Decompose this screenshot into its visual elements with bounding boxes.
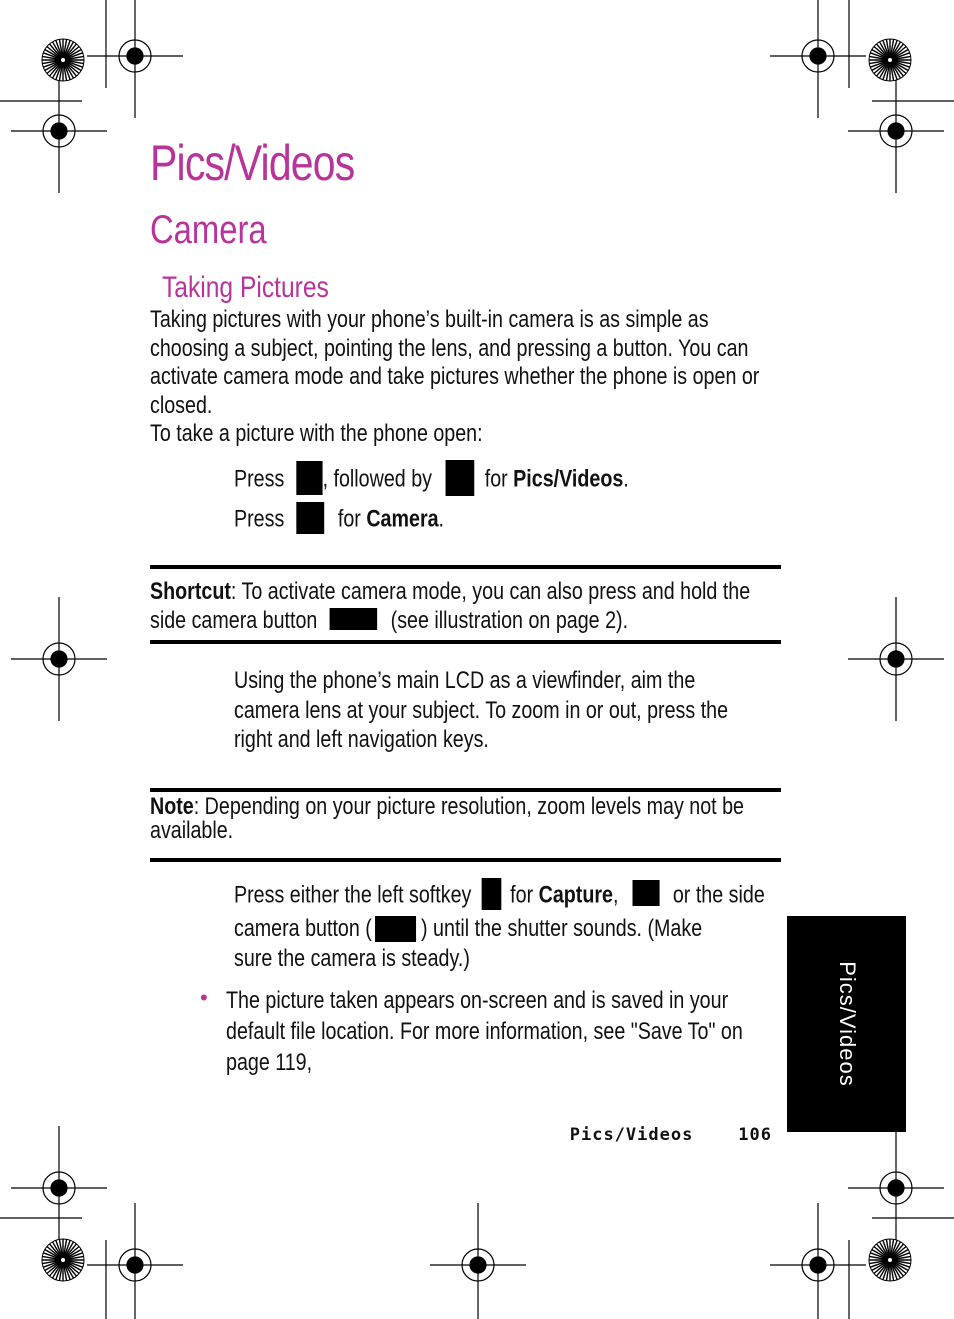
shortcut-text: side camera button: [150, 606, 318, 634]
step-4-text: camera button (: [234, 915, 372, 942]
registration-crosshair: [770, 1203, 866, 1319]
step-4-text: ) until the shutter sounds. (Make: [421, 915, 703, 942]
shortcut-top-rule: [150, 565, 781, 569]
chapter-side-tab-label: Pics/Videos: [834, 961, 860, 1087]
step-3-line: Using the phone’s main LCD as a viewfinder, aim the: [234, 667, 696, 694]
step-2-for: for: [337, 505, 361, 533]
bullet-line: The picture taken appears on-screen and is saved in your: [226, 987, 729, 1014]
shortcut-box: [150, 578, 882, 635]
number-key-icon: [296, 502, 324, 534]
registration-crosshair: [87, 1203, 183, 1319]
intro-line: Taking pictures with your phone’s built-in camera is as simple as: [150, 306, 709, 333]
registration-crosshair: [87, 0, 183, 118]
step-1-followed: , followed by: [322, 465, 432, 493]
intro-line: To take a picture with the phone open:: [150, 420, 483, 447]
note-text: : Depending on your picture resolution, zoom levels may not be: [193, 793, 745, 820]
number-key-icon: [446, 460, 475, 496]
note-bottom-rule: [150, 858, 781, 862]
registration-rosette: [869, 39, 911, 81]
step-1-target: Pics/Videos: [513, 465, 624, 493]
intro-line: activate camera mode and take pictures whether the phone is open or: [150, 363, 760, 390]
center-key-icon: [632, 880, 659, 906]
step-2-target: Camera: [366, 505, 439, 533]
step-1-end: .: [623, 465, 629, 493]
step-4-text: or the side: [672, 881, 765, 909]
registration-crosshair: [848, 69, 944, 193]
note-top-rule: [150, 788, 781, 792]
step-4: [234, 878, 881, 974]
footer-section: Pics/Videos: [569, 1125, 694, 1145]
registration-crosshair: [430, 1203, 526, 1319]
registration-rosette: [42, 39, 84, 81]
page-footer: [570, 1125, 772, 1145]
page-number: 106: [738, 1125, 772, 1145]
step-4-target: Capture: [538, 881, 613, 909]
step-2-end: .: [438, 505, 445, 533]
step-4-for: for: [510, 881, 534, 909]
note-text: available.: [150, 817, 234, 844]
step-2-press: Press: [234, 505, 285, 533]
camera-button-icon: [329, 608, 377, 630]
step-3-line: right and left navigation keys.: [234, 726, 489, 753]
intro-paragraph: [150, 306, 893, 449]
left-softkey-icon: [482, 878, 502, 910]
step-1-for: for: [484, 465, 508, 493]
shortcut-bottom-rule: [150, 640, 781, 644]
registration-crosshair: [11, 69, 107, 193]
camera-button-icon: [375, 916, 416, 942]
bullet-line: page 119,: [226, 1049, 313, 1076]
registration-rosette: [869, 1239, 911, 1281]
intro-line: choosing a subject, pointing the lens, and pressing a button. You can: [150, 334, 749, 362]
step-3-line: camera lens at your subject. To zoom in or out, press the: [234, 696, 729, 724]
chapter-side-tab: [787, 916, 906, 1132]
page-title: Pics/Videos: [150, 135, 355, 191]
subsection-heading: Taking Pictures: [162, 271, 329, 304]
registration-crosshair: [11, 597, 107, 721]
bullet-item: [226, 985, 856, 1078]
registration-crosshair: [11, 1126, 107, 1250]
step-4-comma: ,: [612, 881, 619, 909]
registration-rosette: [42, 1239, 84, 1281]
intro-line: closed.: [150, 391, 213, 419]
step-4-text: Press either the left softkey: [234, 881, 472, 909]
bullet-glyph: •: [200, 985, 208, 1010]
step-1: [234, 460, 629, 500]
shortcut-text: (see illustration on page 2).: [390, 606, 629, 634]
registration-crosshair: [848, 1126, 944, 1250]
menu-key-icon: [296, 461, 322, 495]
step-3: [234, 666, 837, 755]
note-label: Note: [150, 793, 194, 820]
section-heading: Camera: [150, 208, 267, 252]
step-1-press: Press: [234, 465, 285, 493]
shortcut-text: : To activate camera mode, you can also press and hold the: [230, 578, 751, 605]
step-4-text: sure the camera is steady.): [234, 945, 470, 972]
note-box: [150, 795, 874, 843]
shortcut-label: Shortcut: [150, 578, 231, 605]
registration-crosshair: [770, 0, 866, 118]
bullet-line: default file location. For more information, see "Save To" on: [226, 1018, 743, 1045]
step-2: [234, 502, 444, 538]
